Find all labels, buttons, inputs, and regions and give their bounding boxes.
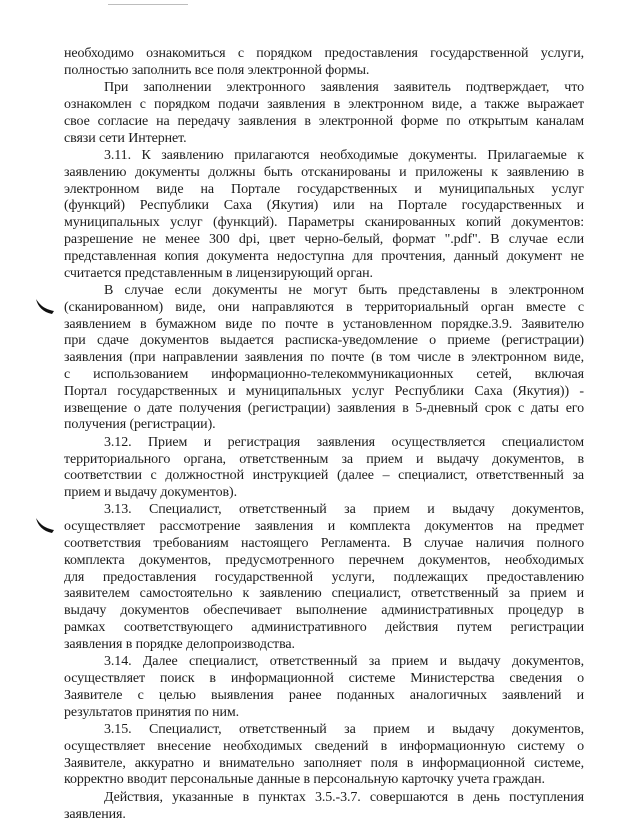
text-line: представленная копия документа недоступна для прочтения, данный документ не <box>64 248 584 264</box>
text-line: разрешение не менее 300 dpi, цвет черно-белый, формат ".pdf". В случае если <box>64 231 584 247</box>
text-line: электронном виде на Портале государственных и муниципальных услуг <box>64 181 584 197</box>
text-line: (сканированном) виде, они направляются в территориальный орган вместе с <box>64 299 584 315</box>
text-line: В случае если документы не могут быть представлены в электронном <box>104 282 584 298</box>
text-line: рамках соответствующего административного действия путем регистрации <box>64 620 584 636</box>
text-line: при сдаче документов выдается расписка-уведомление о приеме (регистрации) <box>64 333 584 349</box>
text-line: осуществляет поиск в информационной системе Министерства сведения о <box>64 671 584 687</box>
text-line: 3.15. Специалист, ответственный за прием и выдачу документов, <box>104 722 584 738</box>
text-line: комплекта документов, предусмотренного перечнем документов, необходимых <box>64 552 584 568</box>
text-line: 3.12. Прием и регистрация заявления осуществляется специалистом <box>104 434 584 450</box>
text-line: При заполнении электронного заявления заявитель подтверждает, что <box>104 80 584 96</box>
text-line: Действия, указанные в пунктах 3.5.-3.7. совершаются в день поступления <box>104 789 584 805</box>
margin-bracket-mark-icon <box>34 514 56 536</box>
text-line: связи сети Интернет. <box>64 130 187 146</box>
paragraph <box>64 790 584 824</box>
text-line: выдачу документов обеспечивает выполнение административных процедур в <box>64 603 584 619</box>
paragraph <box>64 46 584 80</box>
text-line: Заявителе с целью выявления ранее поданных аналогичных заявлений и <box>64 687 584 703</box>
paragraph <box>64 722 584 789</box>
text-line: полностью заполнить все поля электронной формы. <box>64 62 370 78</box>
text-line: необходимо ознакомиться с порядком предоставления государственной услуги, <box>64 46 584 61</box>
text-line: Заявителе, аккуратно и внимательно заполняет поля в информационной системе, <box>64 755 584 771</box>
text-line: 3.11. К заявлению прилагаются необходимые документы. Прилагаемые к <box>104 147 584 163</box>
text-line: корректно вводит персональные данные в персональную карточку учета граждан. <box>64 772 545 788</box>
text-line: соответствии с должностной инструкцией (далее – специалист, ответственный за <box>64 468 584 484</box>
text-line: заявления (при направлении заявления по почте (в том числе в электронном виде, <box>64 350 584 366</box>
text-line: заявления. <box>64 806 126 822</box>
text-line: заявления в порядке делопроизводства. <box>64 636 295 652</box>
text-line: результатов принятия по ним. <box>64 704 240 720</box>
text-line: (функций) Республики Саха (Якутия) или на Портале государственных и <box>64 198 584 214</box>
text-line: извещение о дате получения (регистрации) заявления в 5-дневный срок с даты его <box>64 400 584 416</box>
text-line: для предоставления государственной услуги, подлежащих предоставлению <box>64 569 584 585</box>
paragraph <box>64 148 584 282</box>
text-line: 3.13. Специалист, ответственный за прием и выдачу документов, <box>104 502 584 518</box>
text-line: заявлению документы должны быть отсканированы и приложены к заявлению в <box>64 164 584 180</box>
scan-artifact-line <box>108 4 188 5</box>
text-line: считается представленным в лицензирующий орган. <box>64 265 373 281</box>
paragraph <box>64 435 584 502</box>
text-line: заявлением в бумажном виде по почте в установленном порядке.3.9. Заявителю <box>64 316 584 332</box>
text-line: Портал государственных и муниципальных услуг Республики Саха (Якутия)) - <box>64 383 584 399</box>
paragraph <box>64 283 584 434</box>
paragraph <box>64 502 584 653</box>
text-line: соответствия требованиям настоящего Регламента. В случае наличия полного <box>64 536 584 552</box>
text-line: муниципальных услуг (функций). Параметры сканированных копий документов: <box>64 215 584 231</box>
text-line: ознакомлен с порядком подачи заявления в электронном виде, а также выражает <box>64 96 584 112</box>
text-line: свое согласие на передачу заявления в электронной форме по открытым каналам <box>64 113 584 129</box>
text-line: получения (регистрации). <box>64 417 216 433</box>
text-line: 3.14. Далее специалист, ответственный за прием и выдачу документов, <box>104 654 584 670</box>
text-line: заявителем самостоятельно к заявлению специалист, ответственный за прием и <box>64 586 584 602</box>
text-line: осуществляет внесение необходимых сведений в информационную систему о <box>64 738 584 754</box>
paragraph <box>64 654 584 721</box>
document-page <box>64 46 584 824</box>
margin-bracket-mark-icon <box>34 295 56 317</box>
text-line: прием и выдачу документов). <box>64 485 237 501</box>
text-line: территориального органа, ответственным за прием и выдачу документов, в <box>64 451 584 467</box>
paragraph <box>64 80 584 147</box>
text-line: осуществляет рассмотрение заявления и комплекта документов на предмет <box>64 519 584 535</box>
text-line: с использованием информационно-телекоммуникационных сетей, включая <box>64 366 584 382</box>
